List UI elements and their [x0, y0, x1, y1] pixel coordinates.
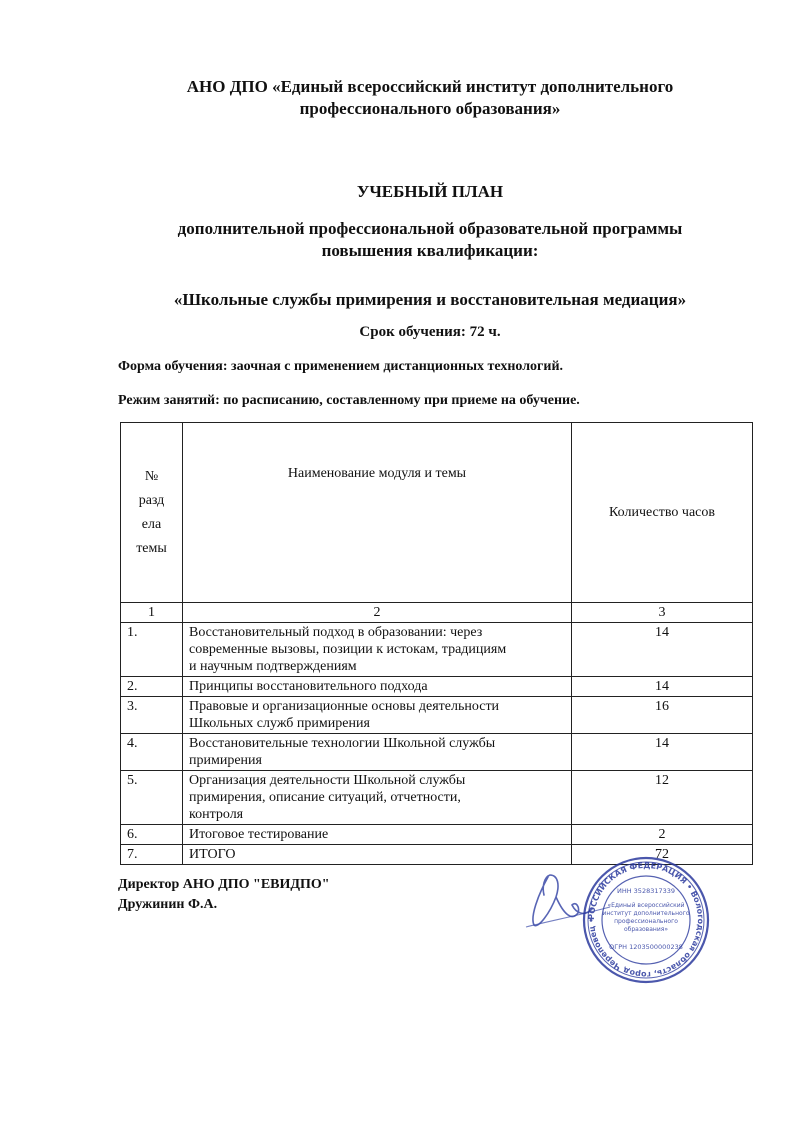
header-section-number: № разд ела темы: [121, 423, 183, 603]
module-name: Итоговое тестирование: [183, 825, 572, 845]
table-row: [121, 697, 753, 734]
seal-stamp-icon: [520, 855, 720, 985]
row-number: 3.: [121, 697, 183, 734]
org-line-1: АНО ДПО «Единый всероссийский институт дополнительного: [186, 77, 674, 96]
column-number: 2: [183, 603, 572, 623]
seal-center-line: профессионального: [614, 918, 678, 925]
module-hours: 12: [572, 771, 753, 825]
row-number: 2.: [121, 677, 183, 697]
module-hours: 16: [572, 697, 753, 734]
study-form: Форма обучения: заочная с применением дистанционных технологий.: [118, 359, 564, 374]
director-signature-block: [118, 875, 330, 915]
duration: Срок обучения: 72 ч.: [359, 324, 501, 340]
subtitle-line-2: повышения квалификации:: [321, 241, 539, 260]
seal-center-line: образования»: [623, 926, 669, 933]
column-number: 3: [572, 603, 753, 623]
column-number: 1: [121, 603, 183, 623]
header-hours: Количество часов: [572, 423, 753, 603]
seal-inn: ИНН 3528317339: [616, 887, 676, 895]
row-number: 6.: [121, 825, 183, 845]
table-row: [121, 734, 753, 771]
org-line-2: профессионального образования»: [299, 99, 561, 118]
module-name: Восстановительный подход в образовании: через современные вызовы, позиции к истокам, традициям и научным подтверждениям: [183, 623, 572, 677]
module-hours: 2: [572, 825, 753, 845]
module-name: Принципы восстановительного подхода: [183, 677, 572, 697]
row-number: 1.: [121, 623, 183, 677]
seal-center-line: институт дополнительного: [602, 910, 690, 917]
module-hours: 72: [572, 845, 753, 865]
curriculum-table: [120, 422, 753, 865]
subtitle-line-1: дополнительной профессиональной образовательной программы: [177, 219, 683, 238]
document-title: УЧЕБНЫЙ ПЛАН: [356, 182, 504, 201]
module-hours: 14: [572, 623, 753, 677]
module-name: ИТОГО: [183, 845, 572, 865]
seal-ogrn: ОГРН 1203500000238: [609, 943, 683, 951]
study-mode: Режим занятий: по расписанию, составленному при приеме на обучение.: [118, 393, 580, 408]
seal-center-line: «Единый всероссийский: [607, 902, 685, 909]
table-row: [121, 677, 753, 697]
module-name: Правовые и организационные основы деятельности Школьных служб примирения: [183, 697, 572, 734]
module-hours: 14: [572, 734, 753, 771]
header-module-name: Наименование модуля и темы: [183, 423, 572, 603]
document-subtitle: [100, 218, 760, 262]
row-number: 7.: [121, 845, 183, 865]
column-number-row: [121, 603, 753, 623]
table-header-row: [121, 423, 753, 603]
director-name: Дружинин Ф.А.: [118, 897, 218, 912]
row-number: 5.: [121, 771, 183, 825]
seal-outer-text: РОССИЙСКАЯ ФЕДЕРАЦИЯ • Вологодская область, город Череповец •: [586, 860, 706, 980]
table-row: [121, 771, 753, 825]
module-hours: 14: [572, 677, 753, 697]
module-name: Восстановительные технологии Школьной службы примирения: [183, 734, 572, 771]
course-name: «Школьные службы примирения и восстановительная медиация»: [173, 290, 687, 309]
organization-header: [100, 76, 760, 120]
row-number: 4.: [121, 734, 183, 771]
director-position: Директор АНО ДПО "ЕВИДПО": [118, 877, 330, 892]
table-row: [121, 623, 753, 677]
table-row: [121, 825, 753, 845]
module-name: Организация деятельности Школьной службы примирения, описание ситуаций, отчетности, контроля: [183, 771, 572, 825]
